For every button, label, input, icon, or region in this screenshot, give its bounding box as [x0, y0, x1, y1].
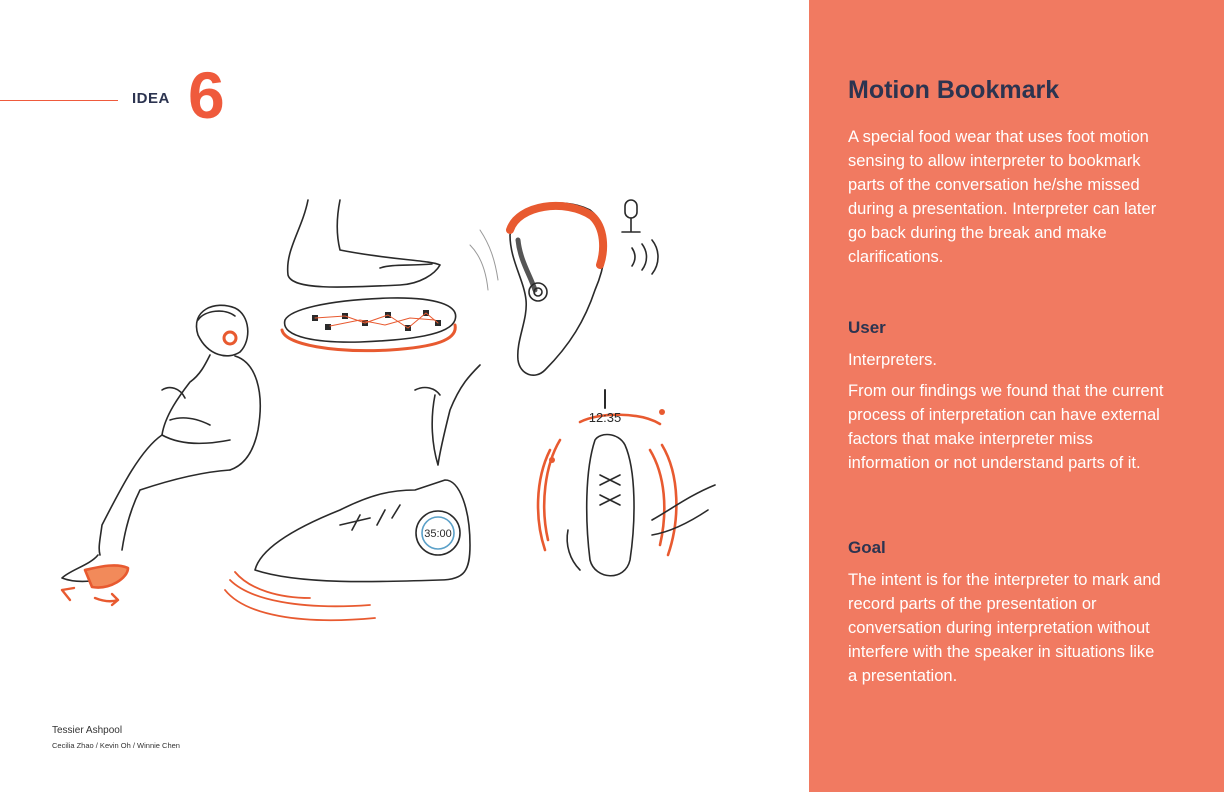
header-rule — [0, 100, 118, 101]
tap-shoe-sketch — [225, 365, 480, 620]
idea-description: A special food wear that uses foot motion sensing to allow interpreter to bookmark parts of the conversation he/she missed during a presentation. Interpreter can later go back during the break and make clarifications. — [848, 128, 1157, 266]
idea-label: IDEA — [132, 90, 170, 107]
idea-title: Motion Bookmark — [848, 76, 1060, 104]
user-heading: User — [848, 318, 886, 337]
clock-readout-text: 12:35 — [588, 410, 622, 425]
idea-number: 6 — [188, 58, 225, 132]
top-view-shoe-sketch — [538, 390, 715, 576]
goal-heading: Goal — [848, 538, 886, 557]
goal-body: The intent is for the interpreter to mark and record parts of the presentation or conversation during interpretation without interfere with the speaker in situations like a presentation. — [848, 571, 1161, 685]
concept-sketch-illustration — [40, 150, 760, 650]
shoe-display-text: 35:00 — [424, 528, 452, 540]
seated-interpreter-figure — [62, 305, 260, 605]
ear-device-sketch — [470, 200, 658, 375]
foot-and-insole-sketch — [282, 200, 456, 351]
team-members: Cecilia Zhao / Kevin Oh / Winnie Chen — [52, 741, 180, 750]
user-line: Interpreters. — [848, 351, 937, 369]
team-name: Tessier Ashpool — [52, 725, 123, 736]
user-body: From our findings we found that the current process of interpretation can have external factors that make interpreter miss information or not understand parts of it. — [848, 382, 1164, 472]
